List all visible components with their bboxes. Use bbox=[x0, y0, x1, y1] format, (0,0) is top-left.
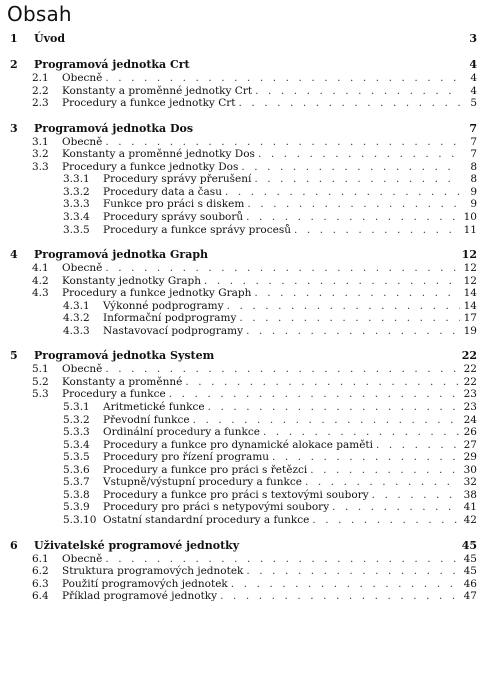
toc-entry-chapter bbox=[0, 248, 493, 261]
toc-entry-number: 4.3.1 bbox=[63, 299, 90, 312]
toc-entry-section bbox=[0, 565, 493, 578]
toc-entry-number: 5.3.9 bbox=[63, 501, 90, 514]
toc-entry-page: 12 bbox=[463, 262, 477, 275]
toc-entry-page: 45 bbox=[463, 565, 477, 578]
toc-dot-leader bbox=[105, 363, 460, 376]
toc-entry-number: 2.1 bbox=[32, 72, 49, 84]
toc-entry-page: 8 bbox=[470, 173, 477, 186]
toc-entry-chapter bbox=[0, 122, 493, 135]
toc-dot-leader bbox=[254, 173, 460, 186]
toc-entry-page: 7 bbox=[470, 135, 477, 148]
toc-entry-label: Procedury správy přerušení bbox=[103, 173, 252, 186]
toc-dot-leader bbox=[246, 325, 460, 338]
toc-entry-label: Konstanty a proměnné bbox=[62, 375, 183, 388]
toc-entry-number: 5.3 bbox=[32, 388, 49, 401]
toc-entry-section bbox=[0, 97, 493, 110]
toc-entry-label: Převodní funkce bbox=[103, 413, 190, 426]
toc-entry-page: 12 bbox=[463, 274, 477, 287]
toc-entry-page: 10 bbox=[463, 210, 477, 223]
toc-entry-label: Procedury a funkce jednotky Dos bbox=[62, 160, 239, 173]
toc-entry-page: 3 bbox=[469, 32, 477, 45]
toc-entry-label: Nastavovací podprogramy bbox=[103, 324, 244, 337]
toc-dot-leader bbox=[225, 186, 460, 199]
toc-dot-leader bbox=[185, 376, 460, 389]
toc-entry-subsection bbox=[0, 198, 493, 211]
toc-entry-label: Konstanty a proměnné jednotky Crt bbox=[62, 84, 253, 97]
toc-entry-chapter bbox=[0, 539, 493, 552]
toc-entry-label: Funkce pro práci s diskem bbox=[103, 198, 245, 211]
toc-dot-leader bbox=[238, 97, 460, 110]
toc-dot-leader bbox=[246, 211, 460, 224]
toc-entry-label: Konstanty jednotky Graph bbox=[62, 274, 202, 287]
toc-entry-label: Informační podprogramy bbox=[103, 312, 237, 325]
toc-entry-label: Programová jednotka Dos bbox=[34, 121, 194, 135]
toc-entry-page: 4 bbox=[470, 84, 477, 97]
toc-entry-page: 12 bbox=[461, 248, 477, 262]
toc-entry-label: Obecně bbox=[62, 363, 103, 376]
toc-entry-label: Aritmetické funkce bbox=[103, 401, 205, 413]
toc-entry-number: 3.3.1 bbox=[63, 173, 90, 186]
toc-entry-section bbox=[0, 388, 493, 401]
toc-entry-number: 6.4 bbox=[32, 590, 49, 603]
toc-entry-number: 5.3.7 bbox=[63, 476, 90, 489]
toc-entry-page: 27 bbox=[463, 438, 477, 451]
toc-entry-section bbox=[0, 72, 493, 85]
toc-entry-label: Procedury a funkce bbox=[62, 388, 166, 401]
toc-entry-number: 5.3.8 bbox=[63, 488, 90, 501]
toc-entry-label: Programová jednotka Graph bbox=[34, 248, 209, 262]
toc-dot-leader bbox=[193, 414, 460, 427]
toc-entry-page: 22 bbox=[461, 349, 477, 363]
toc-entry-page: 7 bbox=[469, 121, 477, 135]
toc-entry-page: 26 bbox=[463, 426, 477, 439]
toc-dot-leader bbox=[312, 514, 460, 527]
toc-entry-page: 9 bbox=[470, 185, 477, 198]
toc-dot-leader bbox=[105, 553, 460, 566]
toc-entry-number: 2.3 bbox=[32, 97, 49, 110]
toc-entry-number: 5.1 bbox=[32, 363, 49, 376]
toc-entry-label: Procedury a funkce jednotky Graph bbox=[62, 287, 252, 300]
toc-dot-leader bbox=[305, 476, 460, 489]
toc-dot-leader bbox=[204, 275, 460, 288]
toc-entry-number: 2 bbox=[10, 58, 18, 71]
toc-entry-label: Struktura programových jednotek bbox=[62, 565, 244, 578]
toc-entry-page: 7 bbox=[470, 148, 477, 161]
toc-entry-label: Konstanty a proměnné jednotky Dos bbox=[62, 148, 255, 161]
toc-dot-leader bbox=[310, 464, 460, 477]
toc-entry-label: Obecně bbox=[62, 262, 103, 275]
toc-entry-chapter bbox=[0, 32, 493, 45]
toc-entry-number: 3.1 bbox=[32, 135, 49, 148]
toc-dot-leader bbox=[332, 501, 460, 514]
toc-entry-number: 3.3 bbox=[32, 160, 49, 173]
page-title: Obsah bbox=[7, 2, 72, 26]
toc-entry-section bbox=[0, 363, 493, 376]
toc-entry-page: 24 bbox=[463, 413, 477, 426]
toc-entry-subsection bbox=[0, 414, 493, 427]
toc-entry-chapter bbox=[0, 349, 493, 362]
toc-entry-page: 42 bbox=[463, 513, 477, 526]
toc-entry-page: 30 bbox=[463, 463, 477, 476]
toc-entry-number: 4.1 bbox=[32, 262, 49, 275]
toc-entry-number: 5.2 bbox=[32, 375, 49, 388]
toc-entry-page: 14 bbox=[463, 299, 477, 312]
toc-entry-page: 5 bbox=[470, 97, 477, 110]
toc-entry-section bbox=[0, 578, 493, 591]
toc-entry-page: 19 bbox=[463, 324, 477, 337]
toc-entry-page: 38 bbox=[463, 488, 477, 501]
toc-entry-section bbox=[0, 275, 493, 288]
toc-entry-number: 5.3.10 bbox=[63, 513, 97, 526]
toc-entry-label: Procedury pro práci s netypovými soubory bbox=[103, 501, 330, 514]
toc-entry-subsection bbox=[0, 186, 493, 199]
toc-entry-number: 6 bbox=[10, 538, 18, 552]
toc-entry-page: 17 bbox=[463, 312, 477, 325]
toc-entry-subsection bbox=[0, 489, 493, 502]
toc-dot-leader bbox=[246, 565, 460, 578]
toc-entry-page: 23 bbox=[463, 401, 477, 413]
toc-entry-subsection bbox=[0, 300, 493, 313]
toc-entry-number: 1 bbox=[10, 32, 18, 45]
toc-entry-page: 22 bbox=[463, 375, 477, 388]
toc-dot-leader bbox=[255, 85, 460, 98]
toc-entry-label: Příklad programové jednotky bbox=[62, 590, 218, 603]
toc-dot-leader bbox=[169, 388, 460, 401]
toc-entry-page: 14 bbox=[463, 287, 477, 300]
toc-entry-page: 29 bbox=[463, 451, 477, 464]
toc-entry-number: 5.3.1 bbox=[63, 401, 90, 413]
toc-entry-page: 22 bbox=[463, 363, 477, 376]
toc-dot-leader bbox=[372, 489, 460, 502]
toc-entry-number: 5.3.2 bbox=[63, 413, 90, 426]
toc-entry-number: 5.3.6 bbox=[63, 463, 90, 476]
toc-dot-leader bbox=[263, 426, 460, 439]
toc-entry-number: 5.3.4 bbox=[63, 438, 90, 451]
toc-entry-label: Obecně bbox=[62, 72, 103, 84]
toc-entry-label: Procedury a funkce pro práci s řetězci bbox=[103, 463, 308, 476]
toc-entry-number: 4.3.2 bbox=[63, 312, 90, 325]
toc-entry-label: Procedury a funkce pro práci s textovými soubory bbox=[103, 488, 369, 501]
toc-entry-number: 3.3.5 bbox=[63, 223, 90, 236]
toc-entry-section bbox=[0, 136, 493, 149]
toc-entry-label: Procedury a funkce správy procesů bbox=[103, 223, 291, 236]
toc-entry-section bbox=[0, 148, 493, 161]
toc-dot-leader bbox=[231, 578, 460, 591]
toc-entry-label: Vstupně/výstupní procedury a funkce bbox=[103, 476, 302, 489]
toc-entry-label: Výkonné podprogramy bbox=[103, 299, 224, 312]
toc-entry-subsection bbox=[0, 426, 493, 439]
toc-entry-label: Uživatelské programové jednotky bbox=[34, 538, 240, 552]
toc-entry-label: Obecně bbox=[62, 552, 103, 565]
toc-dot-leader bbox=[272, 451, 460, 464]
toc-dot-leader bbox=[258, 148, 460, 161]
toc-entry-page: 8 bbox=[470, 160, 477, 173]
toc-entry-subsection bbox=[0, 173, 493, 186]
toc-entry-page: 45 bbox=[463, 552, 477, 565]
toc-entry-page: 47 bbox=[463, 590, 477, 603]
toc-dot-leader bbox=[294, 224, 460, 237]
toc-entry-page: 46 bbox=[463, 577, 477, 590]
toc-entry-subsection bbox=[0, 464, 493, 477]
toc-entry-section bbox=[0, 590, 493, 603]
toc-entry-number: 3.3.2 bbox=[63, 185, 90, 198]
toc-entry-number: 3.3.4 bbox=[63, 210, 90, 223]
toc-entry-label: Procedury a funkce jednotky Crt bbox=[62, 97, 236, 110]
toc-entry-label: Obecně bbox=[62, 135, 103, 148]
toc-entry-page: 45 bbox=[461, 538, 477, 552]
toc-entry-number: 3.3.3 bbox=[63, 198, 90, 211]
toc-entry-page: 4 bbox=[470, 72, 477, 84]
toc-dot-leader bbox=[227, 300, 460, 313]
toc-dot-leader bbox=[247, 198, 460, 211]
toc-entry-section bbox=[0, 287, 493, 300]
toc-entry-subsection bbox=[0, 312, 493, 325]
toc-entry-label: Programová jednotka System bbox=[34, 349, 215, 363]
toc-entry-number: 5.3.3 bbox=[63, 426, 90, 439]
toc-entry-subsection bbox=[0, 211, 493, 224]
toc-entry-number: 4.3 bbox=[32, 287, 49, 300]
toc-entry-label: Procedury a funkce pro dynamické alokace paměti bbox=[103, 438, 373, 451]
toc-entry-page: 11 bbox=[463, 223, 477, 236]
toc-entry-section bbox=[0, 262, 493, 275]
toc-entry-label: Ordinální procedury a funkce bbox=[103, 426, 260, 439]
toc-entry-number: 5.3.5 bbox=[63, 451, 90, 464]
toc-entry-number: 3 bbox=[10, 121, 18, 135]
toc-entry-subsection bbox=[0, 514, 493, 527]
toc-entry-label: Ostatní standardní procedury a funkce bbox=[103, 513, 310, 526]
toc-dot-leader bbox=[208, 401, 460, 414]
toc-entry-section bbox=[0, 85, 493, 98]
toc-entry-label: Procedury správy souborů bbox=[103, 210, 244, 223]
toc-dot-leader bbox=[376, 439, 460, 452]
toc-entry-number: 4 bbox=[10, 248, 18, 262]
toc-entry-subsection bbox=[0, 501, 493, 514]
toc-entry-page: 23 bbox=[463, 388, 477, 401]
toc-dot-leader bbox=[254, 287, 460, 300]
toc-dot-leader bbox=[241, 161, 460, 174]
toc-entry-number: 6.1 bbox=[32, 552, 49, 565]
toc-entry-number: 4.3.3 bbox=[63, 324, 90, 337]
toc-entry-number: 6.3 bbox=[32, 577, 49, 590]
toc-entry-label: Použití programových jednotek bbox=[62, 577, 228, 590]
toc-entry-number: 3.2 bbox=[32, 148, 49, 161]
toc-entry-number: 6.2 bbox=[32, 565, 49, 578]
toc-entry-section bbox=[0, 161, 493, 174]
toc-entry-subsection bbox=[0, 325, 493, 338]
toc-entry-page: 9 bbox=[470, 198, 477, 211]
toc-entry-label: Procedury data a času bbox=[103, 185, 222, 198]
toc-entry-subsection bbox=[0, 224, 493, 237]
toc-dot-leader bbox=[105, 72, 460, 85]
toc-entry-subsection bbox=[0, 476, 493, 489]
toc-entry-page: 41 bbox=[463, 501, 477, 514]
toc-entry-section bbox=[0, 553, 493, 566]
toc-entry-number: 4.2 bbox=[32, 274, 49, 287]
toc-entry-subsection bbox=[0, 439, 493, 452]
toc-dot-leader bbox=[105, 262, 460, 275]
toc-entry-subsection bbox=[0, 451, 493, 464]
toc-entry-label: Programová jednotka Crt bbox=[34, 58, 190, 71]
toc-entry-section bbox=[0, 376, 493, 389]
toc-entry-number: 2.2 bbox=[32, 84, 49, 97]
toc-entry-label: Úvod bbox=[34, 32, 66, 45]
toc-entry-page: 32 bbox=[463, 476, 477, 489]
toc-entry-number: 5 bbox=[10, 349, 18, 363]
toc-dot-leader bbox=[220, 590, 460, 603]
toc-entry-subsection bbox=[0, 401, 493, 414]
toc-entry-chapter bbox=[0, 58, 493, 71]
toc-entry-label: Procedury pro řízení programu bbox=[103, 451, 270, 464]
toc-dot-leader bbox=[239, 312, 460, 325]
toc-entry-page: 4 bbox=[469, 58, 477, 71]
toc-dot-leader bbox=[105, 136, 460, 149]
